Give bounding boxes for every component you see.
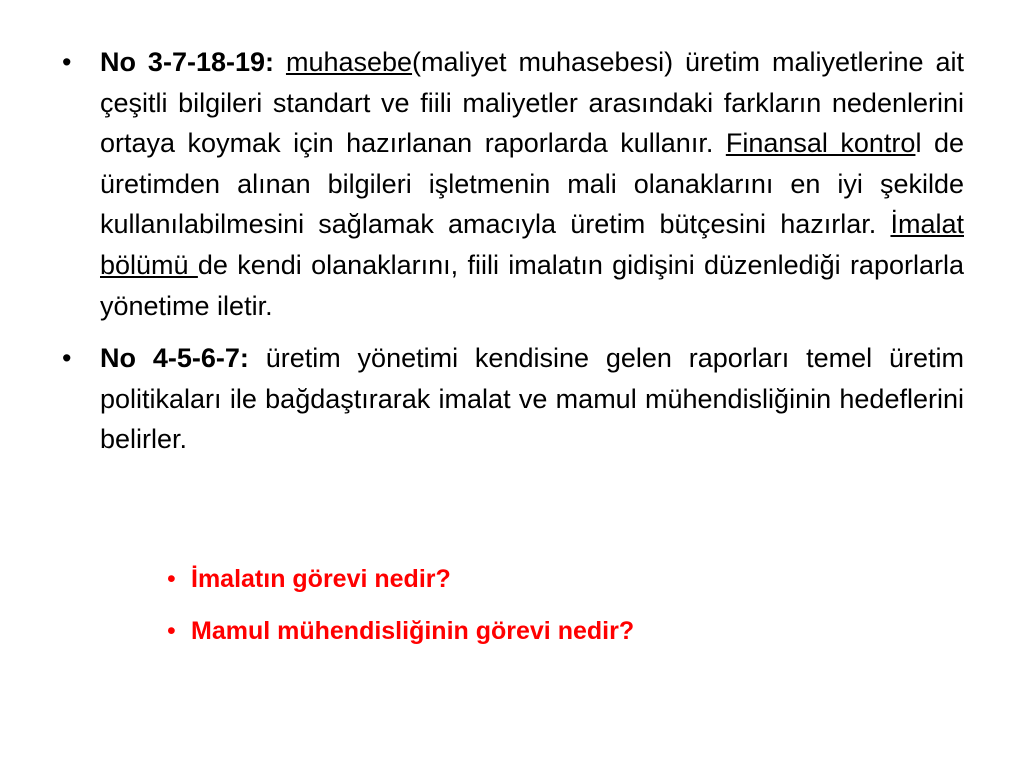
item-text-segment: l de üretimden alınan bilgileri işletmenin mali olanaklarını en iyi şekilde kullanılabilmesini sağlamak amacıyla üretim bütçesini hazırlar. xyxy=(100,128,964,240)
item-number-label: No 4-5-6-7: xyxy=(100,343,249,374)
item-number-label: No 3-7-18-19: xyxy=(100,47,274,77)
item-text-segment xyxy=(274,47,286,77)
bullet-item-no-3-7-18-19 xyxy=(62,42,964,326)
question-list xyxy=(167,563,634,667)
bullet-dot-icon: • xyxy=(62,343,72,374)
item-text-segment: de kendi olanaklarını, fiili imalatın gidişini düzenlediği raporlarla yönetime iletir. xyxy=(100,249,964,321)
underlined-term-muhasebe: muhasebe xyxy=(285,47,413,77)
bullet-dot-icon: • xyxy=(167,565,176,593)
bullet-dot-icon: • xyxy=(167,617,176,645)
question-item-mamul-muhendisligi xyxy=(167,615,634,648)
item-text-segment: üretim yönetimi kendisine gelen raporları temel üretim politikaları ile bağdaştırarak imalat ve mamul mühendisliğinin hedeflerini belirler. xyxy=(100,343,964,455)
question-item-imalat xyxy=(167,563,634,596)
question-text: İmalatın görevi nedir? xyxy=(191,565,451,593)
main-bullet-list xyxy=(62,42,964,472)
underlined-term-finansal-kontrol: Finansal kontro xyxy=(725,128,916,159)
question-text: Mamul mühendisliğinin görevi nedir? xyxy=(191,617,635,645)
bullet-item-no-4-5-6-7 xyxy=(62,338,964,460)
bullet-dot-icon: • xyxy=(62,47,72,77)
underlined-term-imalat-bolumu: İmalat bölümü xyxy=(100,209,964,280)
item-text-segment: (maliyet muhasebesi) üretim maliyetlerine ait çeşitli bilgileri standart ve fiili maliyetler arasındaki farkların nedenlerini ortaya koymak için hazırlanan raporlarda kullanır. xyxy=(100,47,964,159)
